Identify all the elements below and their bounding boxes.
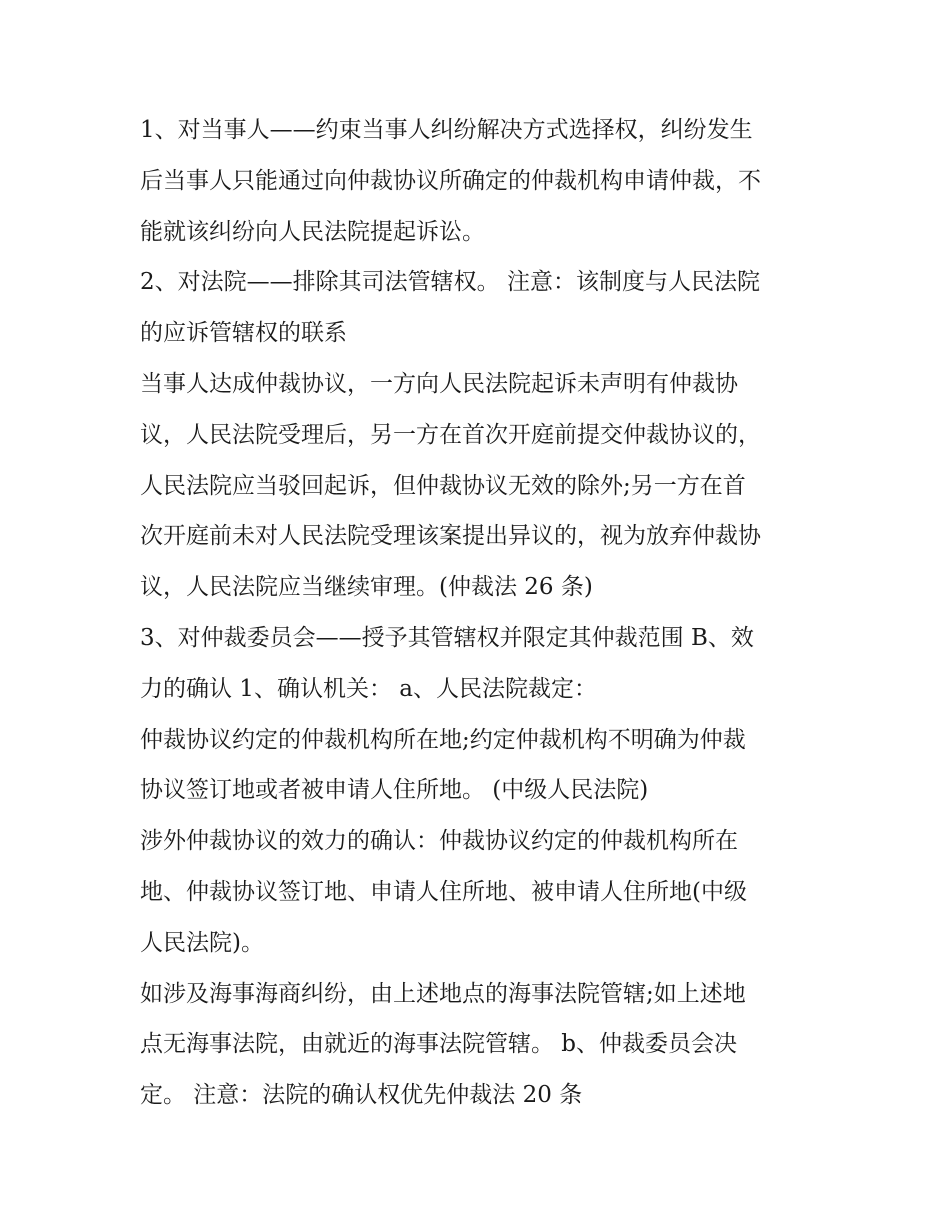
text-line: 后当事人只能通过向仲裁协议所确定的仲裁机构申请仲裁，不 <box>140 167 761 194</box>
text-line: 3、对仲裁委员会——授予其管辖权并限定其仲裁范围 B、效 <box>140 624 754 651</box>
text-line: 协议签订地或者被申请人住所地。 (中级人民法院) <box>140 777 649 804</box>
document-body <box>140 105 820 1121</box>
text-line: 1、对当事人——约束当事人纠纷解决方式选择权，纠纷发生 <box>140 117 753 143</box>
text-line: 的应诉管辖权的联系 <box>140 320 347 347</box>
text-line: 人民法院)。 <box>140 929 264 956</box>
text-line: 人民法院应当驳回起诉，但仲裁协议无效的除外;另一方在首 <box>140 472 746 499</box>
text-line: 次开庭前未对人民法院受理该案提出异议的，视为放弃仲裁协 <box>140 523 761 550</box>
text-line: 能就该纠纷向人民法院提起诉讼。 <box>140 218 485 245</box>
text-line: 涉外仲裁协议的效力的确认：仲裁协议约定的仲裁机构所在 <box>140 828 738 855</box>
text-line: 议，人民法院受理后，另一方在首次开庭前提交仲裁协议的， <box>140 421 761 448</box>
text-line: 定。 注意：法院的确认权优先仲裁法 20 条 <box>140 1082 583 1109</box>
text-line: 力的确认 1、确认机关： a、人民法院裁定： <box>140 675 597 702</box>
text-line: 议，人民法院应当继续审理。(仲裁法 26 条) <box>140 574 593 601</box>
text-line: 仲裁协议约定的仲裁机构所在地;约定仲裁机构不明确为仲裁 <box>140 726 746 753</box>
text-line: 地、仲裁协议签订地、申请人住所地、被申请人住所地(中级 <box>140 878 747 905</box>
text-line: 点无海事法院，由就近的海事法院管辖。 b、仲裁委员会决 <box>140 1031 738 1058</box>
text-line: 当事人达成仲裁协议，一方向人民法院起诉未声明有仲裁协 <box>140 370 738 397</box>
text-line: 2、对法院——排除其司法管辖权。 注意：该制度与人民法院 <box>140 269 760 296</box>
text-line: 如涉及海事海商纠纷，由上述地点的海事法院管辖;如上述地 <box>140 980 746 1007</box>
